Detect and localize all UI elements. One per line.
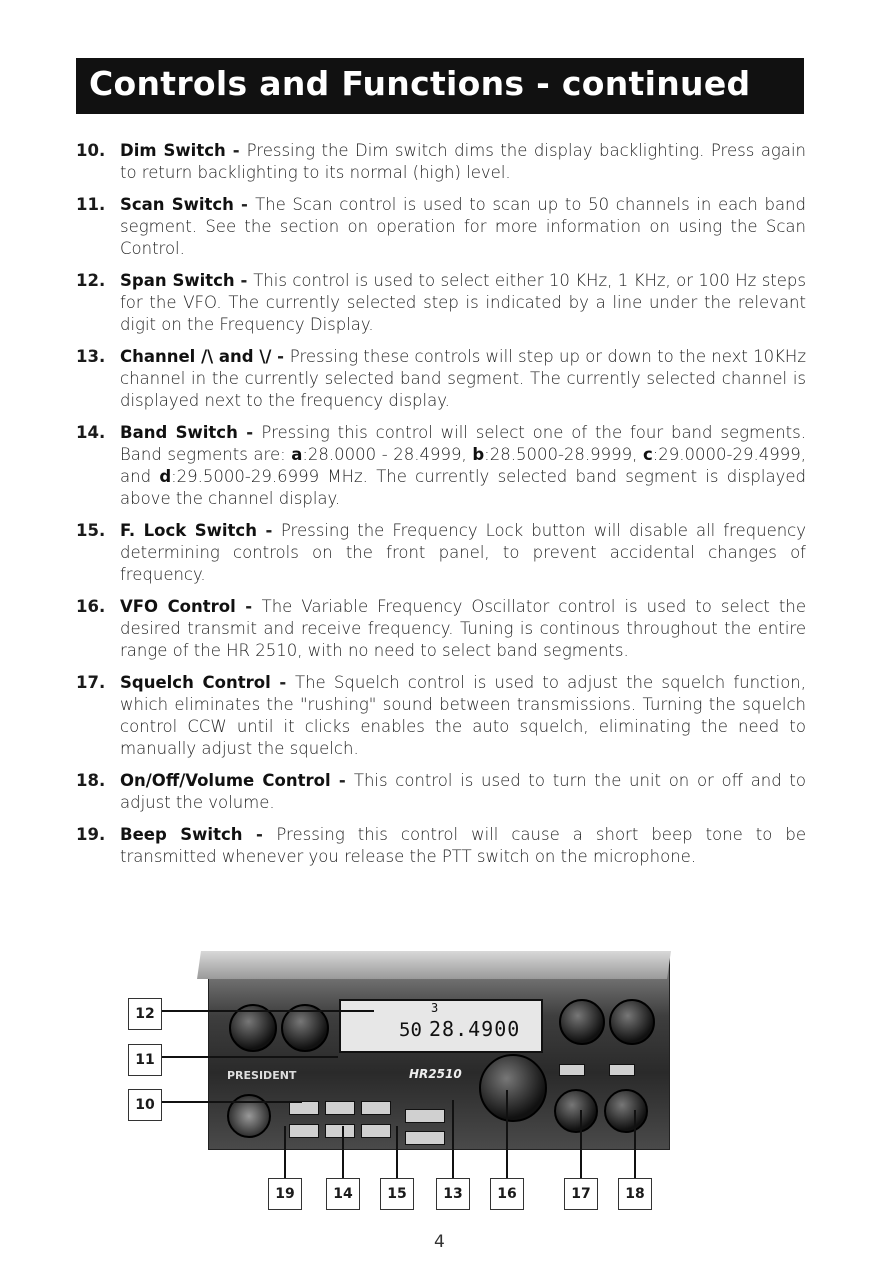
list-item: 19. Beep Switch - Pressing this control will cause a short beep tone to be transmitted whenever you release the PTT switch on the microphone. [76, 825, 806, 866]
item-text: Pressing this control will select one of the four band segments. Band segments are: [120, 423, 806, 464]
callout-14: 14 [326, 1178, 360, 1210]
volume-knob [604, 1089, 648, 1133]
leader-line [162, 1010, 374, 1012]
leader-line [162, 1056, 338, 1058]
item-name: Squelch Control [120, 673, 271, 692]
callout-13: 13 [436, 1178, 470, 1210]
item-name: Scan Switch [120, 195, 234, 214]
lcd-channel: 50 [399, 1019, 422, 1041]
leader-line [342, 1126, 344, 1178]
item-text: Pressing these controls will step up or down to the next 10KHz channel in the currently selected band segment. The currently selected channel is displayed next to the frequency display. [120, 347, 806, 410]
item-name: Channel /\ and \/ [120, 347, 278, 366]
beep-button [289, 1124, 319, 1138]
leader-line [396, 1126, 398, 1178]
item-number: 14. [76, 423, 106, 442]
item-number: 15. [76, 521, 106, 540]
item-name: Band Switch [120, 423, 238, 442]
list-item: 18. On/Off/Volume Control - This control is used to turn the unit on or off and to adjust the volume. [76, 771, 806, 812]
brand-logo: PRESIDENT [227, 1069, 297, 1082]
callout-17: 17 [564, 1178, 598, 1210]
item-number: 12. [76, 271, 106, 290]
lcd-band-digit: 3 [431, 1001, 439, 1015]
dim-button [289, 1101, 319, 1115]
squelch-knob [554, 1089, 598, 1133]
callout-12: 12 [128, 998, 162, 1030]
list-item: 15. F. Lock Switch - Pressing the Frequency Lock button will disable all frequency determining controls on the front panel, to prevent accidental changes of frequency. [76, 521, 807, 584]
item-text: Pressing this control will cause a short beep tone to be transmitted whenever you release the PTT switch on the microphone. [120, 825, 806, 866]
channel-up-button [405, 1109, 445, 1123]
switch-left [559, 1064, 585, 1076]
item-number: 18. [76, 771, 106, 790]
channel-down-button [405, 1131, 445, 1145]
item-number: 17. [76, 673, 106, 692]
item-number: 19. [76, 825, 106, 844]
leader-line [162, 1101, 302, 1103]
item-name: Span Switch [120, 271, 235, 290]
radio-front-panel [208, 958, 670, 1150]
lcd-frequency: 28.4900 [429, 1017, 521, 1041]
callout-10: 10 [128, 1089, 162, 1121]
vfo-knob [479, 1054, 547, 1122]
callout-19: 19 [268, 1178, 302, 1210]
item-name: On/Off/Volume Control [120, 771, 331, 790]
controls-list [76, 140, 806, 878]
item-text: Pressing the Dim switch dims the display backlighting. Press again to return backlighting to its normal (high) level. [120, 141, 806, 182]
span-button [361, 1101, 391, 1115]
right-knob-top-2 [609, 999, 655, 1045]
flock-button [361, 1124, 391, 1138]
item-text: This control is used to select either 10 KHz, 1 KHz, or 100 Hz steps for the VFO. The currently selected step is indicated by a line under the relevant digit on the Frequency Display. [120, 271, 806, 334]
leader-line [506, 1090, 508, 1178]
leader-line [634, 1110, 636, 1178]
list-item: 11. Scan Switch - The Scan control is used to scan up to 50 channels in each band segment. See the section on operation for more information on using the Scan Control. [76, 195, 806, 258]
item-text: The Squelch control is used to adjust the squelch function, which eliminates the "rushing" sound between transmissions. Turning the squelch control CCW until it clicks enables the auto squelch, eliminating the need to manually adjust the squelch. [120, 673, 807, 758]
item-text: The Scan control is used to scan up to 50 channels in each band segment. See the section on operation for more information on using the Scan Control. [120, 195, 806, 258]
callout-18: 18 [618, 1178, 652, 1210]
page-title: Controls and Functions - continued [89, 64, 751, 103]
frequency-display [339, 999, 543, 1053]
page-number: 4 [434, 1232, 445, 1252]
item-number: 16. [76, 597, 106, 616]
list-item: 17. Squelch Control - The Squelch control is used to adjust the squelch function, which eliminates the "rushing" sound between transmissions. Turning the squelch control CCW until it clicks enables the auto squelch, eliminating the need to manually adjust the squelch. [76, 673, 807, 758]
band-button [325, 1124, 355, 1138]
callout-15: 15 [380, 1178, 414, 1210]
list-item: 16. VFO Control - The Variable Frequency Oscillator control is used to select the desired transmit and receive frequency. Tuning is continous throughout the entire range of the HR 2510, with no need to select band segments. [76, 597, 806, 660]
callout-16: 16 [490, 1178, 524, 1210]
item-number: 11. [76, 195, 106, 214]
leader-line [452, 1100, 454, 1178]
list-item: 13. Channel /\ and \/ - Pressing these controls will step up or down to the next 10KHz channel in the currently selected band segment. The currently selected channel is displayed next to the frequency display. [76, 347, 806, 410]
list-item: 10. Dim Switch - Pressing the Dim switch dims the display backlighting. Press again to return backlighting to its normal (high) level. [76, 141, 806, 182]
leader-line [580, 1110, 582, 1178]
item-text: This control is used to turn the unit on or off and to adjust the volume. [120, 771, 806, 812]
switch-right [609, 1064, 635, 1076]
radio-diagram [118, 950, 678, 1220]
leader-line [284, 1126, 286, 1178]
list-item: 12. Span Switch - This control is used to select either 10 KHz, 1 KHz, or 100 Hz steps for the VFO. The currently selected step is indicated by a line under the relevant digit on the Frequency Display. [76, 271, 806, 334]
callout-11: 11 [128, 1044, 162, 1076]
item-number: 10. [76, 141, 106, 160]
item-text: Pressing the Frequency Lock button will disable all frequency determining controls on the front panel, to prevent accidental changes of frequency. [120, 521, 807, 584]
radio-top-case [197, 951, 671, 979]
model-label: HR2510 [409, 1067, 462, 1081]
page-header [76, 58, 804, 114]
scan-button [325, 1101, 355, 1115]
list-item: 14. Band Switch - Pressing this control will select one of the four band segments. Band segments are: a:28.0000 - 28.4999, b:28.5000-28.9999, c:29.0000-29.4999, and d:29.5000-29.6999 MHz. The currently selected band segment is displayed above the channel display. [76, 423, 806, 508]
item-name: VFO Control [120, 597, 236, 616]
item-name: F. Lock Switch [120, 521, 257, 540]
item-name: Beep Switch [120, 825, 243, 844]
item-text: The Variable Frequency Oscillator control is used to select the desired transmit and receive frequency. Tuning is continous throughout the entire range of the HR 2510, with no need to select band segments. [120, 597, 806, 660]
item-name: Dim Switch [120, 141, 226, 160]
right-knob-top-1 [559, 999, 605, 1045]
item-number: 13. [76, 347, 106, 366]
